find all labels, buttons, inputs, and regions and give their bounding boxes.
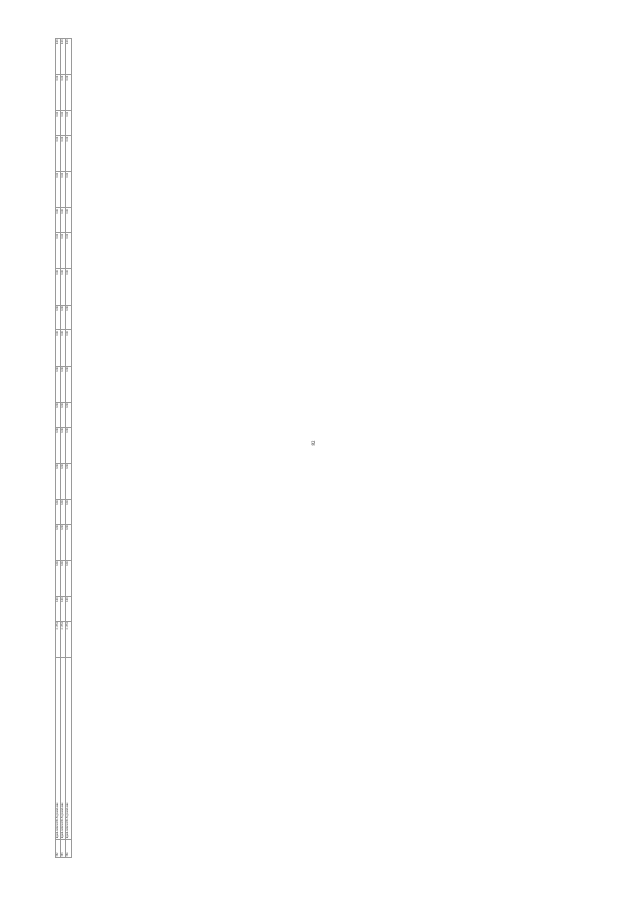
value-cell: 0.00 bbox=[61, 463, 66, 499]
value-cell: 0.00 bbox=[56, 111, 61, 136]
value-cell: 0.00 bbox=[66, 596, 71, 621]
value-cell: 0.00 bbox=[56, 524, 61, 560]
label-cell: ligand-tethered-Ni-N-ground-state bbox=[61, 657, 66, 839]
table-row bbox=[66, 39, 71, 858]
data-table bbox=[55, 38, 72, 858]
value-cell: 0.00 bbox=[66, 75, 71, 111]
value-cell: 0.00 bbox=[66, 269, 71, 305]
value-cell: 0.00 bbox=[56, 463, 61, 499]
value-cell: 0.00 bbox=[61, 305, 66, 330]
value-cell: 0.00 bbox=[56, 208, 61, 233]
value-cell: 0.00 bbox=[56, 136, 61, 172]
value-cell: 0.00 bbox=[61, 75, 66, 111]
value-cell: 0.00 bbox=[61, 596, 66, 621]
value-cell: 0.00 bbox=[61, 427, 66, 463]
value-cell: 0.00 bbox=[56, 427, 61, 463]
value-cell: 0.00 bbox=[56, 596, 61, 621]
value-cell: 0.00 bbox=[66, 136, 71, 172]
value-cell: 0.00 bbox=[66, 402, 71, 427]
value-cell: 0.00 bbox=[66, 39, 71, 75]
value-cell: 0.00 bbox=[66, 366, 71, 402]
value-cell: 0.00 bbox=[56, 305, 61, 330]
value-cell: 0.00 bbox=[61, 269, 66, 305]
value-cell: 0.00 bbox=[56, 499, 61, 524]
value-cell: 0.00 bbox=[61, 330, 66, 366]
page-number: 82 bbox=[312, 440, 317, 446]
table-body bbox=[56, 39, 72, 858]
value-cell: 0.00 bbox=[61, 402, 66, 427]
value-cell: 0.00 bbox=[66, 427, 71, 463]
value-cell: 2.1554 bbox=[66, 621, 71, 657]
value-cell: 0.00 bbox=[56, 269, 61, 305]
value-cell: 0.00 bbox=[66, 463, 71, 499]
value-cell: 0.00 bbox=[66, 305, 71, 330]
value-cell: 0.00 bbox=[61, 208, 66, 233]
value-cell: 0.00 bbox=[56, 39, 61, 75]
row-index-cell: 584 bbox=[66, 839, 71, 857]
value-cell: 0.00 bbox=[61, 560, 66, 596]
value-cell: 2.1554 bbox=[56, 621, 61, 657]
value-cell: 0.00 bbox=[61, 39, 66, 75]
row-index-cell: 583 bbox=[61, 839, 66, 857]
value-cell: 0.00 bbox=[66, 111, 71, 136]
label-cell: ligand-tethered-Ni-N-ground-state bbox=[66, 657, 71, 839]
value-cell: 0.00 bbox=[56, 330, 61, 366]
value-cell: 0.00 bbox=[56, 172, 61, 208]
label-cell: ligand-tethered-Ni-N-ground-state bbox=[56, 657, 61, 839]
value-cell: 0.00 bbox=[66, 499, 71, 524]
value-cell: 0.00 bbox=[61, 233, 66, 269]
value-cell: 0.00 bbox=[66, 172, 71, 208]
value-cell: 0.00 bbox=[66, 233, 71, 269]
value-cell: 2.1554 bbox=[61, 621, 66, 657]
value-cell: 0.00 bbox=[56, 402, 61, 427]
value-cell: 0.00 bbox=[61, 136, 66, 172]
value-cell: 0.00 bbox=[56, 366, 61, 402]
value-cell: 0.00 bbox=[66, 208, 71, 233]
value-cell: 0.00 bbox=[61, 172, 66, 208]
value-cell: 0.00 bbox=[56, 233, 61, 269]
value-cell: 0.00 bbox=[66, 560, 71, 596]
value-cell: 0.00 bbox=[61, 499, 66, 524]
value-cell: 0.00 bbox=[61, 524, 66, 560]
value-cell: 0.00 bbox=[56, 560, 61, 596]
value-cell: 0.00 bbox=[56, 75, 61, 111]
value-cell: 0.00 bbox=[66, 330, 71, 366]
value-cell: 0.00 bbox=[66, 524, 71, 560]
rotated-table-container bbox=[55, 38, 595, 858]
value-cell: 0.00 bbox=[61, 366, 66, 402]
value-cell: 0.00 bbox=[61, 111, 66, 136]
row-index-cell: 582 bbox=[56, 839, 61, 857]
